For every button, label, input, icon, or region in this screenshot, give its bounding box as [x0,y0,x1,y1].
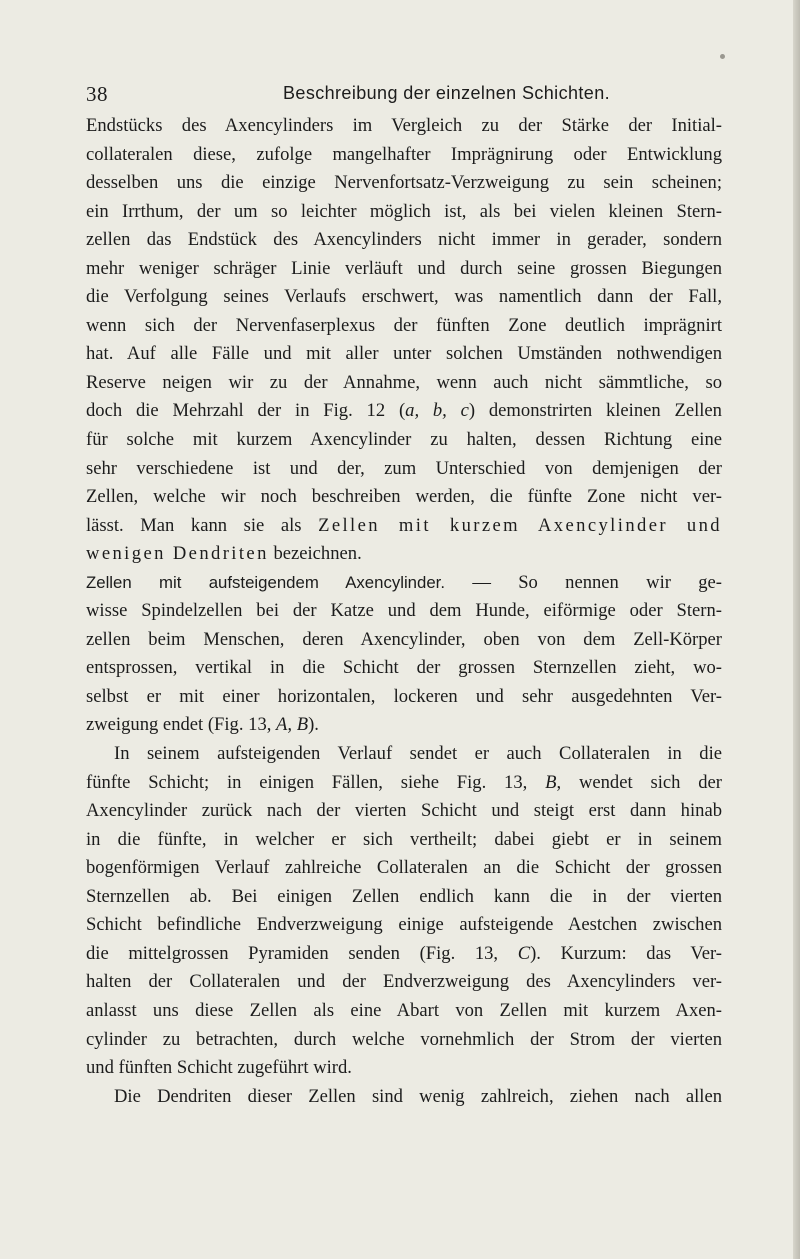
text-line [86,711,722,740]
text-span: die mittelgrossen Pyramiden senden (Fig. 13, [86,942,518,964]
text-line: zellen das Endstück des Axencylinders nicht immer in gerader, sondern [86,229,722,251]
page-edge-shadow [793,0,800,1259]
text-line: Zellen, welche wir noch beschreiben werden, die fünfte Zone nicht ver- [86,486,722,508]
text-line: mehr weniger schräger Linie verläuft und durch seine grossen Biegungen [86,257,722,279]
text-line: desselben uns die einzige Nervenfortsatz-Verzweigung zu sein scheinen; [86,172,722,194]
text-line: Schicht befindliche Endverzweigung einige aufsteigende Aestchen zwischen [86,914,722,936]
text-line: anlasst uns diese Zellen als eine Abart von Zellen mit kurzem Axen- [86,999,722,1021]
text-line: für solche mit kurzem Axencylinder zu halten, dessen Richtung eine [86,429,722,451]
text-line [86,569,722,598]
text-line: zellen beim Menschen, deren Axencylinder, oben von dem Zell-Körper [86,628,722,650]
text-line: bogenförmigen Verlauf zahlreiche Collateralen an die Schicht der grossen [86,857,722,879]
text-span: doch die Mehrzahl der in Fig. 12 ( [86,400,406,422]
text-line: in die fünfte, in welcher er sich vertheilt; dabei giebt er in seinem [86,828,722,850]
text-line: In seinem aufsteigenden Verlauf sendet er auch Collateralen in die [114,743,722,765]
text-line [86,512,722,541]
text-span: — So nennen wir ge- [445,571,722,593]
text-line: die Verfolgung seines Verlaufs erschwert, was namentlich dann der Fall, [86,286,722,308]
text-span: zweigung endet (Fig. 13, [86,714,277,736]
section-heading: Zellen mit aufsteigendem Axencylinder. [86,572,446,592]
text-span: ) demonstrirten kleinen Zellen [468,400,722,422]
text-span: lässt. Man kann sie als [86,514,319,536]
text-line: sehr verschiedene ist und der, zum Unterschied von demjenigen der [86,457,722,479]
text-line [86,397,722,426]
text-span: , wendet sich der [556,771,722,793]
text-line: Reserve neigen wir zu der Annahme, wenn auch nicht sämmtliche, so [86,371,722,393]
text-line: entsprossen, vertikal in die Schicht der grossen Sternzellen zieht, wo- [86,657,722,679]
text-line [86,769,722,798]
spaced-emphasis: Zellen mit kurzem Axencylinder und [318,514,722,536]
text-span: bezeichnen. [268,543,362,565]
text-line: und fünften Schicht zugeführt wird. [86,1057,352,1079]
text-line: halten der Collateralen und der Endverzweigung des Axencylinders ver- [86,971,722,993]
text-line: hat. Auf alle Fälle und mit aller unter solchen Umständen nothwendigen [86,343,722,365]
text-line [86,540,722,569]
text-line: Die Dendriten dieser Zellen sind wenig zahlreich, ziehen nach allen [114,1085,722,1107]
text-line: ein Irrthum, der um so leichter möglich ist, als bei vielen kleinen Stern- [86,200,722,222]
text-line: Endstücks des Axencylinders im Vergleich zu der Stärke der Initial- [86,115,722,136]
text-line: Axencylinder zurück nach der vierten Schicht und steigt erst dann hinab [86,800,722,822]
page-number: 38 [86,82,108,106]
spaced-emphasis: wenigen Dendriten [86,543,269,565]
text-line: Sternzellen ab. Bei einigen Zellen endlich kann die in der vierten [86,885,722,907]
italic-reference: C [517,942,531,964]
italic-reference: A, B [276,714,309,736]
text-line: wisse Spindelzellen bei der Katze und dem Hunde, eiförmige oder Stern- [86,600,722,622]
stray-ink-mark [720,54,725,59]
text-line [86,940,722,969]
text-line: cylinder zu betrachten, durch welche vornehmlich der Strom der vierten [86,1028,722,1050]
italic-reference: a, b, c [405,400,469,422]
text-span: ). Kurzum: das Ver- [530,942,722,964]
text-line: selbst er mit einer horizontalen, lockeren und sehr ausgedehnten Ver- [86,685,722,707]
text-span: ). [308,714,319,736]
text-line: collateralen diese, zufolge mangelhafter Imprägnirung oder Entwicklung [86,143,722,165]
running-title: Beschreibung der einzelnen Schichten. [283,83,611,103]
italic-reference: B [545,771,557,793]
text-line: wenn sich der Nervenfaserplexus der fünften Zone deutlich imprägnirt [86,314,722,336]
body-text [86,112,722,1111]
text-span: fünfte Schicht; in einigen Fällen, siehe Fig. 13, [86,771,546,793]
page-header [86,82,726,112]
